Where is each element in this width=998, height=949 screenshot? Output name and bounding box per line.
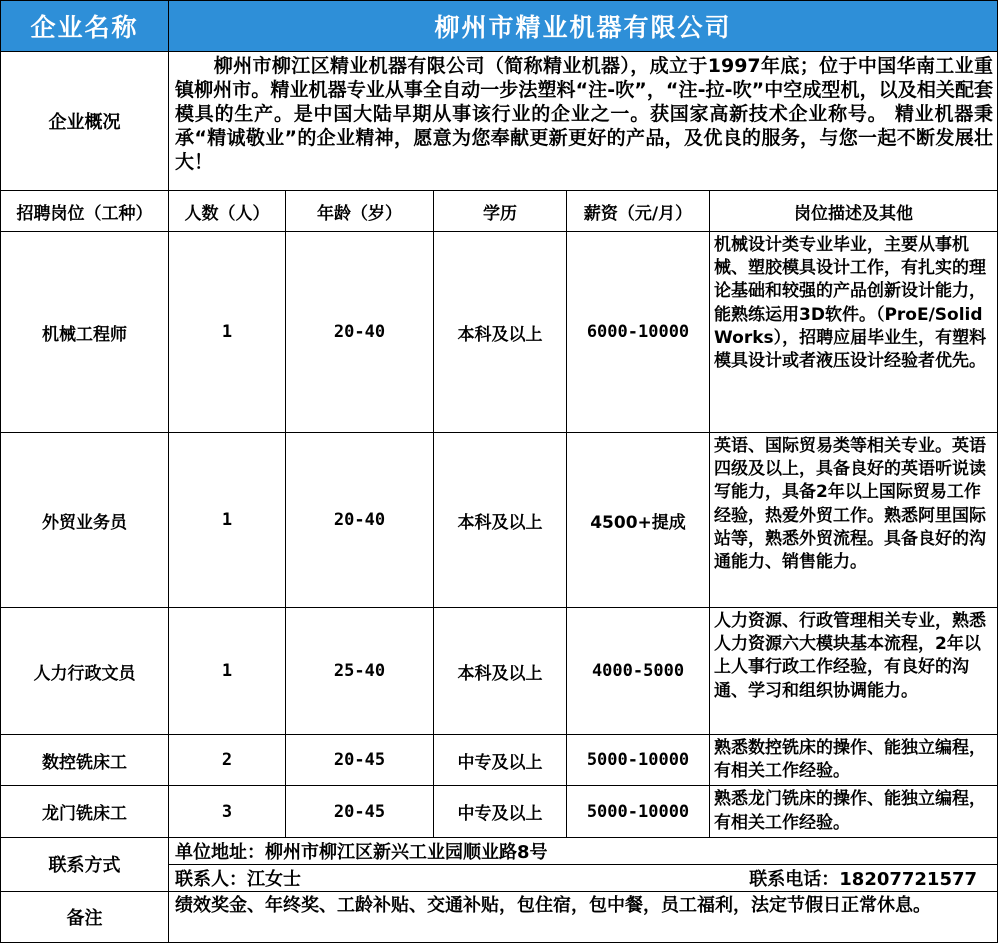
overview-text: 柳州市柳江区精业机器有限公司（简称精业机器），成立于1997年底；位于中国华南工业重镇柳州市。精业机器专业从事全自动一步法塑料“注-吹”，“注-拉-吹”中空成型机，以及相关配套模具的生产。是中国大陆早期从事该行业的企业之一。获国家高新技术企业称号。 精业机器秉承“精诚敬业”的企业精神，愿意为您奉献更新更好的产品，及优良的服务，与您一起不断发展壮大！	[169, 52, 998, 191]
job-age: 25-40	[286, 608, 434, 735]
col-header-age: 年龄（岁）	[286, 191, 434, 232]
col-header-position: 招聘岗位（工种）	[1, 191, 169, 232]
job-row	[1, 433, 998, 608]
job-age: 20-40	[286, 433, 434, 608]
job-count: 1	[169, 608, 286, 735]
job-education: 中专及以上	[434, 786, 567, 837]
contact-person-cell	[169, 864, 998, 891]
job-row	[1, 232, 998, 433]
job-salary: 4500+提成	[567, 433, 710, 608]
job-title: 数控铣床工	[1, 735, 169, 786]
job-count: 2	[169, 735, 286, 786]
overview-label: 企业概况	[1, 52, 169, 191]
job-description: 熟悉龙门铣床的操作、能独立编程，有相关工作经验。	[710, 786, 998, 837]
job-title: 外贸业务员	[1, 433, 169, 608]
job-age: 20-40	[286, 232, 434, 433]
job-description: 英语、国际贸易类等相关专业。英语四级及以上，具备良好的英语听说读写能力，具备2年以上国际贸易工作经验，热爱外贸工作。熟悉阿里国际站等，熟悉外贸流程。具备良好的沟通能力、销售能力。	[710, 433, 998, 608]
job-education: 本科及以上	[434, 608, 567, 735]
job-title: 人力行政文员	[1, 608, 169, 735]
job-title: 机械工程师	[1, 232, 169, 433]
contact-label: 联系方式	[1, 837, 169, 891]
job-salary: 5000-10000	[567, 735, 710, 786]
col-header-description: 岗位描述及其他	[710, 191, 998, 232]
job-age: 20-45	[286, 735, 434, 786]
job-description: 熟悉数控铣床的操作、能独立编程，有相关工作经验。	[710, 735, 998, 786]
job-count: 1	[169, 433, 286, 608]
col-header-salary: 薪资（元/月）	[567, 191, 710, 232]
job-salary: 4000-5000	[567, 608, 710, 735]
job-title: 龙门铣床工	[1, 786, 169, 837]
job-education: 本科及以上	[434, 232, 567, 433]
job-education: 本科及以上	[434, 433, 567, 608]
overview-row	[1, 52, 998, 191]
job-salary: 6000-10000	[567, 232, 710, 433]
job-row	[1, 608, 998, 735]
contact-row	[1, 837, 998, 864]
col-header-education: 学历	[434, 191, 567, 232]
contact-phone: 联系电话：18207721577	[749, 868, 978, 890]
job-age: 20-45	[286, 786, 434, 837]
job-description: 人力资源、行政管理相关专业，熟悉人力资源六大模块基本流程，2年以上人事行政工作经验，有良好的沟通、学习和组织协调能力。	[710, 608, 998, 735]
company-name-label: 企业名称	[1, 1, 169, 52]
job-row	[1, 735, 998, 786]
job-count: 3	[169, 786, 286, 837]
remarks-text: 绩效奖金、年终奖、工龄补贴、交通补贴，包住宿，包中餐，员工福利，法定节假日正常休息。	[169, 891, 998, 942]
job-salary: 5000-10000	[567, 786, 710, 837]
contact-person: 联系人：江女士	[175, 868, 301, 890]
header-row	[1, 1, 998, 52]
column-header-row	[1, 191, 998, 232]
job-count: 1	[169, 232, 286, 433]
job-description: 机械设计类专业毕业，主要从事机械、塑胶模具设计工作，有扎实的理论基础和较强的产品创新设计能力，能熟练运用3D软件。（ProE/Solid Works），招聘应届毕业生，有塑料模具设计或者液压设计经验者优先。	[710, 232, 998, 433]
remarks-row	[1, 891, 998, 942]
job-education: 中专及以上	[434, 735, 567, 786]
contact-address: 单位地址：柳州市柳江区新兴工业园顺业路8号	[169, 837, 998, 864]
job-row	[1, 786, 998, 837]
remarks-label: 备注	[1, 891, 169, 942]
col-header-count: 人数（人）	[169, 191, 286, 232]
company-name: 柳州市精业机器有限公司	[169, 1, 998, 52]
